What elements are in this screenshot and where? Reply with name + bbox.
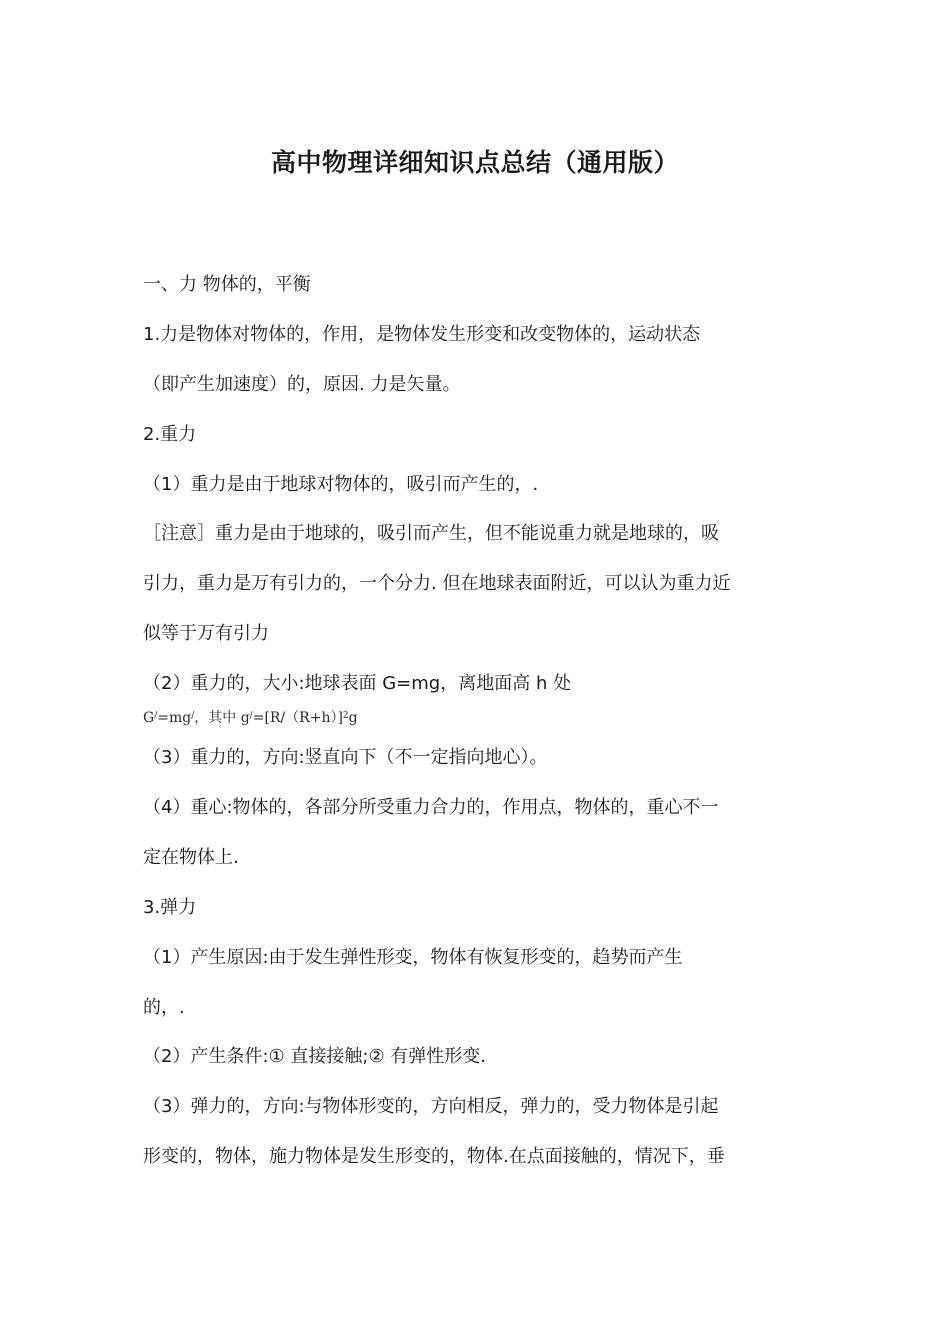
text-line: （3）弹力的，方向:与物体形变的，方向相反，弹力的，受力物体是引起 bbox=[143, 1096, 719, 1117]
formula-part: =mg bbox=[157, 710, 192, 726]
formula-part: g bbox=[348, 710, 358, 726]
formula-prime: / bbox=[249, 711, 253, 721]
gravity-formula bbox=[143, 708, 358, 728]
formula-part: =[R/（R+h）] bbox=[252, 710, 343, 726]
text-line: （3）重力的，方向:竖直向下（不一定指向地心）。 bbox=[143, 747, 548, 768]
formula-exponent: 2 bbox=[342, 711, 349, 721]
formula-part: ，其中 g bbox=[194, 710, 250, 726]
text-line: 一、力 物体的，平衡 bbox=[143, 274, 311, 295]
text-line: （2）产生条件:① 直接接触;② 有弹性形变. bbox=[143, 1046, 487, 1067]
text-line: （4）重心:物体的，各部分所受重力合力的，作用点，物体的，重心不一 bbox=[143, 797, 719, 818]
text-line: 形变的，物体，施力物体是发生形变的，物体.在点面接触的，情况下，垂 bbox=[143, 1146, 725, 1167]
text-line: （1）产生原因:由于发生弹性形变，物体有恢复形变的，趋势而产生 bbox=[143, 947, 683, 968]
formula-prime: / bbox=[154, 711, 158, 721]
text-line: （即产生加速度）的，原因. 力是矢量。 bbox=[143, 374, 461, 395]
text-line: （2）重力的，大小:地球表面 G=mg，离地面高 h 处 bbox=[143, 673, 572, 694]
text-line: （1）重力是由于地球对物体的，吸引而产生的，. bbox=[143, 474, 539, 495]
text-line: 1.力是物体对物体的，作用，是物体发生形变和改变物体的，运动状态 bbox=[143, 324, 701, 345]
text-line: ［注意］重力是由于地球的，吸引而产生，但不能说重力就是地球的，吸 bbox=[143, 523, 719, 544]
formula-prime: / bbox=[191, 711, 195, 721]
text-line: 引力，重力是万有引力的，一个分力. 但在地球表面附近，可以认为重力近 bbox=[143, 573, 731, 594]
text-line: 2.重力 bbox=[143, 424, 197, 445]
text-line: 的，. bbox=[143, 997, 185, 1018]
page-title: 高中物理详细知识点总结（通用版） bbox=[270, 148, 679, 177]
text-line: 似等于万有引力 bbox=[143, 623, 269, 644]
text-line: 定在物体上. bbox=[143, 847, 239, 868]
text-line: 3.弹力 bbox=[143, 897, 197, 918]
formula-part: G bbox=[143, 710, 155, 726]
